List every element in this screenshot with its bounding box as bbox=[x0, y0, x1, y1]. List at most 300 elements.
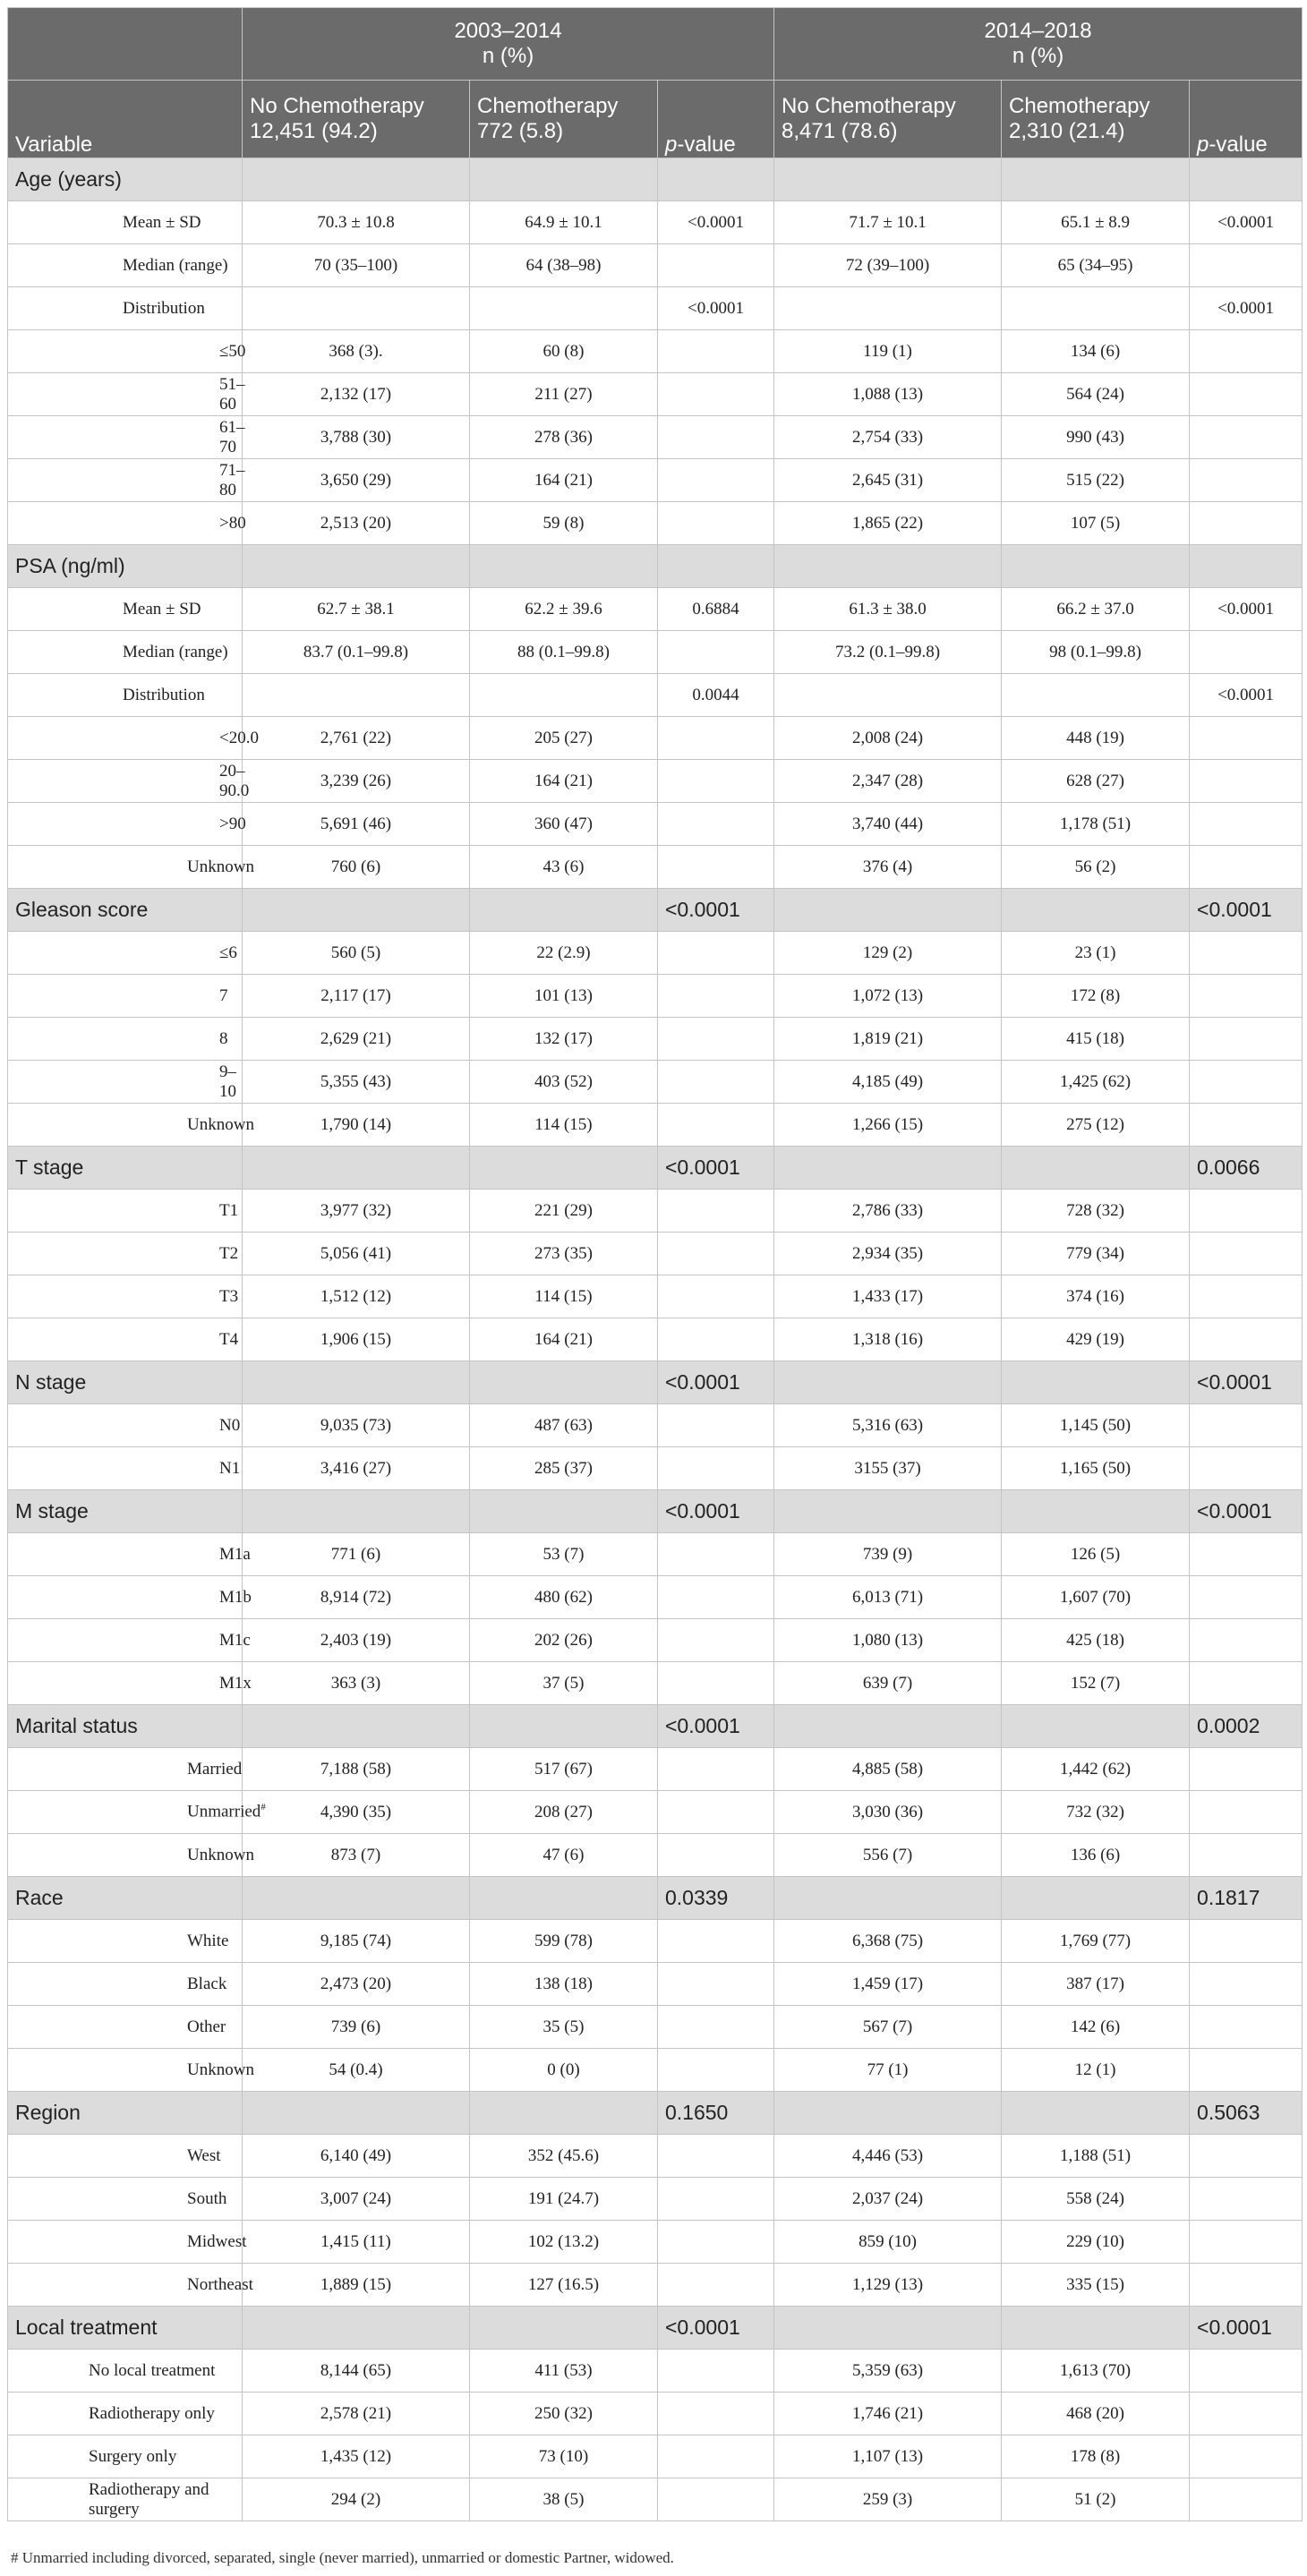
cell-2014-no-chemo: 77 (1) bbox=[774, 2049, 1002, 2092]
cell-2003-chemo: 487 (63) bbox=[470, 1404, 658, 1447]
row-label bbox=[8, 588, 243, 631]
header-g1-no-chemo-count: 12,451 (94.2) bbox=[250, 119, 378, 143]
cell-2003-pvalue bbox=[658, 373, 774, 416]
table-header bbox=[8, 8, 1303, 158]
cell-2003-no-chemo: 3,788 (30) bbox=[243, 416, 470, 459]
table-row bbox=[8, 459, 1303, 502]
header-g2-no-chemo-label: No Chemotherapy bbox=[782, 94, 956, 118]
cell-2003-no-chemo: 2,473 (20) bbox=[243, 1963, 470, 2006]
table-row bbox=[8, 588, 1303, 631]
cell-2003-no-chemo: 3,239 (26) bbox=[243, 760, 470, 803]
cell-2003-no-chemo: 739 (6) bbox=[243, 2006, 470, 2049]
cell-2014-pvalue bbox=[1190, 846, 1303, 889]
cell-2003-pvalue bbox=[658, 1662, 774, 1705]
cell-2003-chemo: 88 (0.1–99.8) bbox=[470, 631, 658, 674]
table-row bbox=[8, 1662, 1303, 1705]
cell-2014-chemo: 1,165 (50) bbox=[1002, 1447, 1190, 1490]
cell-2003-chemo: 273 (35) bbox=[470, 1233, 658, 1275]
cell-2014-pvalue: <0.0001 bbox=[1190, 287, 1303, 330]
header-g1-chemo-count: 772 (5.8) bbox=[477, 119, 564, 143]
cell-2003-no-chemo: 5,691 (46) bbox=[243, 803, 470, 846]
row-label-text: >80 bbox=[219, 513, 246, 533]
cell-2003-chemo bbox=[470, 674, 658, 717]
table-row bbox=[8, 2221, 1303, 2264]
cell-2014-pvalue bbox=[1190, 631, 1303, 674]
cell-2014-chemo: 134 (6) bbox=[1002, 330, 1190, 373]
cell-2014-chemo: 779 (34) bbox=[1002, 1233, 1190, 1275]
cell-2003-chemo: 205 (27) bbox=[470, 717, 658, 760]
section-pvalue-2003-2014: 0.0339 bbox=[658, 1877, 774, 1920]
cell-2003-no-chemo: 3,650 (29) bbox=[243, 459, 470, 502]
cell-2014-chemo: 415 (18) bbox=[1002, 1018, 1190, 1061]
cell-2014-no-chemo: 2,934 (35) bbox=[774, 1233, 1002, 1275]
table-row bbox=[8, 1748, 1303, 1791]
row-label bbox=[8, 1104, 254, 1147]
cell-2003-pvalue bbox=[658, 1619, 774, 1662]
cell-2003-no-chemo: 9,185 (74) bbox=[243, 1920, 470, 1963]
cell-2003-chemo: 35 (5) bbox=[470, 2006, 658, 2049]
cell-2003-no-chemo: 368 (3). bbox=[243, 330, 470, 373]
table-row bbox=[8, 1920, 1303, 1963]
cell-2014-no-chemo: 129 (2) bbox=[774, 932, 1002, 975]
cell-2003-no-chemo: 2,513 (20) bbox=[243, 502, 470, 545]
cell-2014-pvalue bbox=[1190, 1104, 1303, 1147]
cell-2014-no-chemo: 1,129 (13) bbox=[774, 2264, 1002, 2307]
section-label: Region bbox=[8, 2092, 243, 2135]
cell-2003-pvalue bbox=[658, 932, 774, 975]
cell-2003-chemo: 278 (36) bbox=[470, 416, 658, 459]
section-pvalue-2003-2014: <0.0001 bbox=[658, 2307, 774, 2350]
row-label bbox=[8, 631, 243, 674]
cell-2014-no-chemo: 61.3 ± 38.0 bbox=[774, 588, 1002, 631]
cell-2014-pvalue: <0.0001 bbox=[1190, 588, 1303, 631]
cell-2014-no-chemo: 3,030 (36) bbox=[774, 1791, 1002, 1834]
cell-2003-pvalue bbox=[658, 975, 774, 1018]
cell-2003-pvalue bbox=[658, 1104, 774, 1147]
row-label bbox=[8, 1318, 243, 1361]
section-cell-empty bbox=[774, 1361, 1002, 1404]
row-label bbox=[8, 1404, 243, 1447]
section-pvalue-2003-2014 bbox=[658, 545, 774, 588]
table-row bbox=[8, 373, 1303, 416]
table-row bbox=[8, 2350, 1303, 2393]
row-label bbox=[8, 1576, 252, 1619]
row-label bbox=[8, 244, 243, 287]
row-label bbox=[8, 2393, 243, 2435]
cell-2014-pvalue bbox=[1190, 1576, 1303, 1619]
cell-2014-chemo: 1,442 (62) bbox=[1002, 1748, 1190, 1791]
row-label bbox=[8, 717, 259, 760]
cell-2003-no-chemo: 9,035 (73) bbox=[243, 1404, 470, 1447]
cell-2014-chemo: 142 (6) bbox=[1002, 2006, 1190, 2049]
table-row bbox=[8, 244, 1303, 287]
row-label-text: M1a bbox=[219, 1544, 251, 1564]
cell-2003-pvalue bbox=[658, 1533, 774, 1576]
cell-2003-no-chemo: 70 (35–100) bbox=[243, 244, 470, 287]
section-label: Marital status bbox=[8, 1705, 243, 1748]
cell-2003-pvalue bbox=[658, 1018, 774, 1061]
row-label bbox=[8, 373, 243, 416]
cell-2003-chemo: 411 (53) bbox=[470, 2350, 658, 2393]
row-label-text: Unknown bbox=[187, 1845, 254, 1864]
cell-2014-no-chemo: 73.2 (0.1–99.8) bbox=[774, 631, 1002, 674]
row-label-text: N1 bbox=[219, 1458, 241, 1478]
row-label bbox=[8, 287, 243, 330]
row-label-text: Northeast bbox=[187, 2274, 253, 2294]
cell-2014-pvalue bbox=[1190, 244, 1303, 287]
cell-2014-no-chemo: 2,786 (33) bbox=[774, 1190, 1002, 1233]
table-row bbox=[8, 1791, 1303, 1834]
cell-2014-pvalue bbox=[1190, 1791, 1303, 1834]
cell-2014-pvalue bbox=[1190, 1447, 1303, 1490]
row-label-text: Median (range) bbox=[123, 255, 228, 275]
cell-2014-no-chemo: 1,080 (13) bbox=[774, 1619, 1002, 1662]
row-label-text: T1 bbox=[219, 1200, 239, 1220]
table-row bbox=[8, 1404, 1303, 1447]
cell-2014-no-chemo: 72 (39–100) bbox=[774, 244, 1002, 287]
header-group2-unit: n (%) bbox=[1012, 44, 1064, 68]
row-label bbox=[8, 1662, 252, 1705]
section-cell-empty bbox=[774, 1705, 1002, 1748]
cell-2003-pvalue bbox=[658, 1748, 774, 1791]
cell-2003-pvalue bbox=[658, 1318, 774, 1361]
row-label-text: 61–70 bbox=[219, 417, 245, 456]
cell-2014-pvalue bbox=[1190, 2049, 1303, 2092]
row-label-text: Other bbox=[187, 2017, 226, 2036]
row-label-text: T2 bbox=[219, 1243, 239, 1263]
table-row bbox=[8, 631, 1303, 674]
cell-2014-pvalue bbox=[1190, 1662, 1303, 1705]
cell-2003-no-chemo: 3,007 (24) bbox=[243, 2178, 470, 2221]
row-label-text: 9–10 bbox=[219, 1062, 236, 1101]
section-cell-empty bbox=[243, 1705, 470, 1748]
section-cell-empty bbox=[470, 1490, 658, 1533]
cell-2014-chemo: 374 (16) bbox=[1002, 1275, 1190, 1318]
cell-2003-no-chemo: 560 (5) bbox=[243, 932, 470, 975]
section-cell-empty bbox=[243, 545, 470, 588]
cell-2014-chemo: 558 (24) bbox=[1002, 2178, 1190, 2221]
header-g2-chemo-count: 2,310 (21.4) bbox=[1009, 119, 1125, 143]
section-cell-empty bbox=[243, 1361, 470, 1404]
table-row bbox=[8, 1275, 1303, 1318]
cell-2003-no-chemo: 7,188 (58) bbox=[243, 1748, 470, 1791]
cell-2003-no-chemo: 70.3 ± 10.8 bbox=[243, 201, 470, 244]
cell-2003-chemo: 517 (67) bbox=[470, 1748, 658, 1791]
cell-2014-chemo: 1,607 (70) bbox=[1002, 1576, 1190, 1619]
row-label-text: Mean ± SD bbox=[123, 599, 201, 618]
cell-2014-pvalue bbox=[1190, 2435, 1303, 2478]
cell-2014-chemo: 728 (32) bbox=[1002, 1190, 1190, 1233]
cell-2003-pvalue bbox=[658, 2435, 774, 2478]
section-pvalue-2014-2018: <0.0001 bbox=[1190, 1490, 1303, 1533]
cell-2003-no-chemo: 1,435 (12) bbox=[243, 2435, 470, 2478]
cell-2003-no-chemo: 5,355 (43) bbox=[243, 1061, 470, 1104]
cell-2014-no-chemo: 2,347 (28) bbox=[774, 760, 1002, 803]
row-label bbox=[8, 330, 246, 373]
cell-2014-pvalue bbox=[1190, 2264, 1303, 2307]
section-cell-empty bbox=[1002, 545, 1190, 588]
row-label-text: ≤50 bbox=[219, 341, 246, 361]
cell-2003-chemo: 599 (78) bbox=[470, 1920, 658, 1963]
section-cell-empty bbox=[470, 1705, 658, 1748]
cell-2003-pvalue bbox=[658, 1061, 774, 1104]
table-row bbox=[8, 2393, 1303, 2435]
section-pvalue-2014-2018: 0.0002 bbox=[1190, 1705, 1303, 1748]
row-label-text: 20–90.0 bbox=[219, 761, 250, 800]
cell-2003-pvalue bbox=[658, 2350, 774, 2393]
row-label bbox=[8, 1275, 243, 1318]
cell-2014-no-chemo: 2,754 (33) bbox=[774, 416, 1002, 459]
section-cell-empty bbox=[243, 2307, 470, 2350]
cell-2014-chemo: 429 (19) bbox=[1002, 1318, 1190, 1361]
row-label bbox=[8, 201, 243, 244]
cell-2003-chemo: 211 (27) bbox=[470, 373, 658, 416]
row-label bbox=[8, 1018, 243, 1061]
cell-2014-chemo: 65 (34–95) bbox=[1002, 244, 1190, 287]
section-cell-empty bbox=[1002, 2092, 1190, 2135]
section-label: T stage bbox=[8, 1147, 243, 1190]
table-row bbox=[8, 1318, 1303, 1361]
section-pvalue-2003-2014: <0.0001 bbox=[658, 1361, 774, 1404]
cell-2014-no-chemo: 71.7 ± 10.1 bbox=[774, 201, 1002, 244]
table-row bbox=[8, 2435, 1303, 2478]
row-label bbox=[8, 2350, 243, 2393]
cell-2014-chemo: 387 (17) bbox=[1002, 1963, 1190, 2006]
section-cell-empty bbox=[1002, 889, 1190, 932]
cell-2014-pvalue bbox=[1190, 2393, 1303, 2435]
section-cell-empty bbox=[774, 1877, 1002, 1920]
section-cell-empty bbox=[243, 1877, 470, 1920]
section-cell-empty bbox=[243, 158, 470, 201]
cell-2014-no-chemo: 5,359 (63) bbox=[774, 2350, 1002, 2393]
table-row bbox=[8, 846, 1303, 889]
cell-2003-pvalue bbox=[658, 1190, 774, 1233]
section-cell-empty bbox=[470, 1877, 658, 1920]
row-label bbox=[8, 760, 250, 803]
row-label bbox=[8, 803, 246, 846]
row-label-text: Unmarried bbox=[187, 1802, 261, 1821]
cell-2014-no-chemo: 1,819 (21) bbox=[774, 1018, 1002, 1061]
cell-2014-chemo: 468 (20) bbox=[1002, 2393, 1190, 2435]
cell-2003-pvalue bbox=[658, 846, 774, 889]
cell-2003-pvalue bbox=[658, 1576, 774, 1619]
table-row bbox=[8, 2006, 1303, 2049]
header-g2-no-chemo-count: 8,471 (78.6) bbox=[782, 119, 898, 143]
cell-2014-chemo: 990 (43) bbox=[1002, 416, 1190, 459]
cell-2014-no-chemo: 259 (3) bbox=[774, 2478, 1002, 2521]
cell-2014-pvalue bbox=[1190, 2350, 1303, 2393]
cell-2003-no-chemo: 54 (0.4) bbox=[243, 2049, 470, 2092]
cell-2003-pvalue bbox=[658, 717, 774, 760]
section-cell-empty bbox=[774, 158, 1002, 201]
cell-2014-pvalue bbox=[1190, 1748, 1303, 1791]
cell-2014-chemo: 56 (2) bbox=[1002, 846, 1190, 889]
cell-2014-chemo: 178 (8) bbox=[1002, 2435, 1190, 2478]
cell-2014-chemo: 1,145 (50) bbox=[1002, 1404, 1190, 1447]
section-cell-empty bbox=[774, 2307, 1002, 2350]
cell-2014-chemo: 172 (8) bbox=[1002, 975, 1190, 1018]
table-row bbox=[8, 330, 1303, 373]
cell-2003-chemo: 138 (18) bbox=[470, 1963, 658, 2006]
cell-2003-pvalue bbox=[658, 803, 774, 846]
row-label bbox=[8, 2178, 243, 2221]
row-label bbox=[8, 674, 243, 717]
cell-2003-chemo: 480 (62) bbox=[470, 1576, 658, 1619]
cell-2014-no-chemo: 2,008 (24) bbox=[774, 717, 1002, 760]
cell-2003-pvalue bbox=[658, 1275, 774, 1318]
cell-2003-pvalue bbox=[658, 244, 774, 287]
section-pvalue-2014-2018: <0.0001 bbox=[1190, 889, 1303, 932]
table-row bbox=[8, 2049, 1303, 2092]
cell-2014-no-chemo: 3,740 (44) bbox=[774, 803, 1002, 846]
cell-2003-no-chemo: 1,790 (14) bbox=[243, 1104, 470, 1147]
row-label bbox=[8, 2006, 243, 2049]
cell-2003-pvalue: 0.6884 bbox=[658, 588, 774, 631]
row-label-text: <20.0 bbox=[219, 728, 259, 747]
row-label-text: M1x bbox=[219, 1673, 252, 1693]
header-group2-period: 2014–2018 bbox=[984, 19, 1092, 43]
cell-2003-no-chemo: 2,761 (22) bbox=[243, 717, 470, 760]
row-label bbox=[8, 1619, 251, 1662]
row-label-text: West bbox=[187, 2145, 221, 2165]
cell-2014-pvalue bbox=[1190, 459, 1303, 502]
row-label-text: Black bbox=[187, 1974, 227, 1993]
cell-2003-chemo: 164 (21) bbox=[470, 459, 658, 502]
cell-2003-no-chemo: 771 (6) bbox=[243, 1533, 470, 1576]
row-label-text: Distribution bbox=[123, 298, 205, 318]
cell-2014-chemo: 229 (10) bbox=[1002, 2221, 1190, 2264]
row-label-text: Midwest bbox=[187, 2231, 247, 2251]
row-label-text: 71–80 bbox=[219, 460, 245, 499]
row-label bbox=[8, 2264, 253, 2307]
cell-2014-chemo: 628 (27) bbox=[1002, 760, 1190, 803]
cell-2014-no-chemo: 1,266 (15) bbox=[774, 1104, 1002, 1147]
cell-2003-pvalue bbox=[658, 459, 774, 502]
cell-2003-no-chemo: 1,889 (15) bbox=[243, 2264, 470, 2307]
section-pvalue-2014-2018: 0.5063 bbox=[1190, 2092, 1303, 2135]
row-label-text: Unknown bbox=[187, 2060, 254, 2079]
row-label-text: Unknown bbox=[187, 1114, 254, 1134]
cell-2014-pvalue bbox=[1190, 2178, 1303, 2221]
cell-2014-pvalue bbox=[1190, 1275, 1303, 1318]
row-label-text: Surgery only bbox=[89, 2446, 177, 2466]
cell-2014-no-chemo: 567 (7) bbox=[774, 2006, 1002, 2049]
cell-2003-chemo: 60 (8) bbox=[470, 330, 658, 373]
cell-2014-chemo: 448 (19) bbox=[1002, 717, 1190, 760]
cell-2014-pvalue bbox=[1190, 2478, 1303, 2521]
section-cell-empty bbox=[470, 545, 658, 588]
cell-2014-chemo: 51 (2) bbox=[1002, 2478, 1190, 2521]
section-cell-empty bbox=[470, 158, 658, 201]
section-cell-empty bbox=[774, 545, 1002, 588]
cell-2003-pvalue bbox=[658, 2135, 774, 2178]
cell-2003-chemo: 164 (21) bbox=[470, 760, 658, 803]
row-label bbox=[8, 1834, 254, 1877]
cell-2003-chemo: 191 (24.7) bbox=[470, 2178, 658, 2221]
section-header-row bbox=[8, 1877, 1303, 1920]
row-label bbox=[8, 975, 243, 1018]
row-label-text: N0 bbox=[219, 1415, 241, 1435]
cell-2014-no-chemo: 1,459 (17) bbox=[774, 1963, 1002, 2006]
row-label bbox=[8, 1190, 243, 1233]
cell-2003-no-chemo: 8,144 (65) bbox=[243, 2350, 470, 2393]
cell-2003-chemo: 352 (45.6) bbox=[470, 2135, 658, 2178]
cell-2003-no-chemo: 1,906 (15) bbox=[243, 1318, 470, 1361]
cell-2014-pvalue bbox=[1190, 1619, 1303, 1662]
cell-2003-pvalue bbox=[658, 631, 774, 674]
row-label bbox=[8, 2049, 254, 2092]
header-g1-no-chemo bbox=[243, 81, 470, 158]
section-pvalue-2014-2018: <0.0001 bbox=[1190, 1361, 1303, 1404]
cell-2014-no-chemo: 1,433 (17) bbox=[774, 1275, 1002, 1318]
cell-2014-no-chemo: 1,088 (13) bbox=[774, 373, 1002, 416]
cell-2003-chemo: 47 (6) bbox=[470, 1834, 658, 1877]
cell-2003-no-chemo: 4,390 (35) bbox=[243, 1791, 470, 1834]
cell-2014-chemo: 107 (5) bbox=[1002, 502, 1190, 545]
cell-2014-chemo bbox=[1002, 674, 1190, 717]
section-cell-empty bbox=[470, 1147, 658, 1190]
cell-2003-chemo: 403 (52) bbox=[470, 1061, 658, 1104]
table-row bbox=[8, 1018, 1303, 1061]
cell-2014-pvalue bbox=[1190, 373, 1303, 416]
section-label: PSA (ng/ml) bbox=[8, 545, 243, 588]
cell-2003-chemo: 22 (2.9) bbox=[470, 932, 658, 975]
table-row bbox=[8, 201, 1303, 244]
table-row bbox=[8, 760, 1303, 803]
cell-2014-no-chemo: 739 (9) bbox=[774, 1533, 1002, 1576]
cell-2014-no-chemo: 556 (7) bbox=[774, 1834, 1002, 1877]
cell-2003-no-chemo: 873 (7) bbox=[243, 1834, 470, 1877]
row-label-text: No local treatment bbox=[89, 2360, 216, 2380]
cell-2014-chemo: 136 (6) bbox=[1002, 1834, 1190, 1877]
cell-2014-chemo: 1,188 (51) bbox=[1002, 2135, 1190, 2178]
cell-2014-chemo bbox=[1002, 287, 1190, 330]
cell-2014-pvalue bbox=[1190, 1190, 1303, 1233]
cell-2014-no-chemo: 6,013 (71) bbox=[774, 1576, 1002, 1619]
cell-2014-chemo: 66.2 ± 37.0 bbox=[1002, 588, 1190, 631]
cell-2014-chemo: 12 (1) bbox=[1002, 2049, 1190, 2092]
row-label-text: M1c bbox=[219, 1630, 251, 1650]
section-header-row bbox=[8, 545, 1303, 588]
section-cell-empty bbox=[1002, 2307, 1190, 2350]
cell-2014-pvalue bbox=[1190, 2221, 1303, 2264]
cell-2003-pvalue bbox=[658, 2178, 774, 2221]
table-row bbox=[8, 717, 1303, 760]
cell-2014-pvalue bbox=[1190, 2135, 1303, 2178]
section-label: Race bbox=[8, 1877, 243, 1920]
section-pvalue-2003-2014: 0.1650 bbox=[658, 2092, 774, 2135]
section-header-row bbox=[8, 2092, 1303, 2135]
cell-2003-no-chemo: 363 (3) bbox=[243, 1662, 470, 1705]
cell-2014-no-chemo: 119 (1) bbox=[774, 330, 1002, 373]
cell-2014-no-chemo: 1,107 (13) bbox=[774, 2435, 1002, 2478]
cell-2014-chemo: 564 (24) bbox=[1002, 373, 1190, 416]
header-g2-pvalue: p-value bbox=[1190, 81, 1303, 158]
row-label bbox=[8, 2135, 243, 2178]
row-label-text: 8 bbox=[219, 1028, 228, 1048]
row-label bbox=[8, 932, 243, 975]
cell-2003-chemo: 73 (10) bbox=[470, 2435, 658, 2478]
header-group1-unit: n (%) bbox=[482, 44, 534, 68]
section-cell-empty bbox=[1002, 1147, 1190, 1190]
cell-2003-pvalue bbox=[658, 1233, 774, 1275]
row-label bbox=[8, 1748, 243, 1791]
section-label: M stage bbox=[8, 1490, 243, 1533]
cell-2014-no-chemo: 859 (10) bbox=[774, 2221, 1002, 2264]
row-label bbox=[8, 2435, 243, 2478]
cell-2003-pvalue bbox=[658, 1791, 774, 1834]
row-label-text: White bbox=[187, 1931, 229, 1950]
